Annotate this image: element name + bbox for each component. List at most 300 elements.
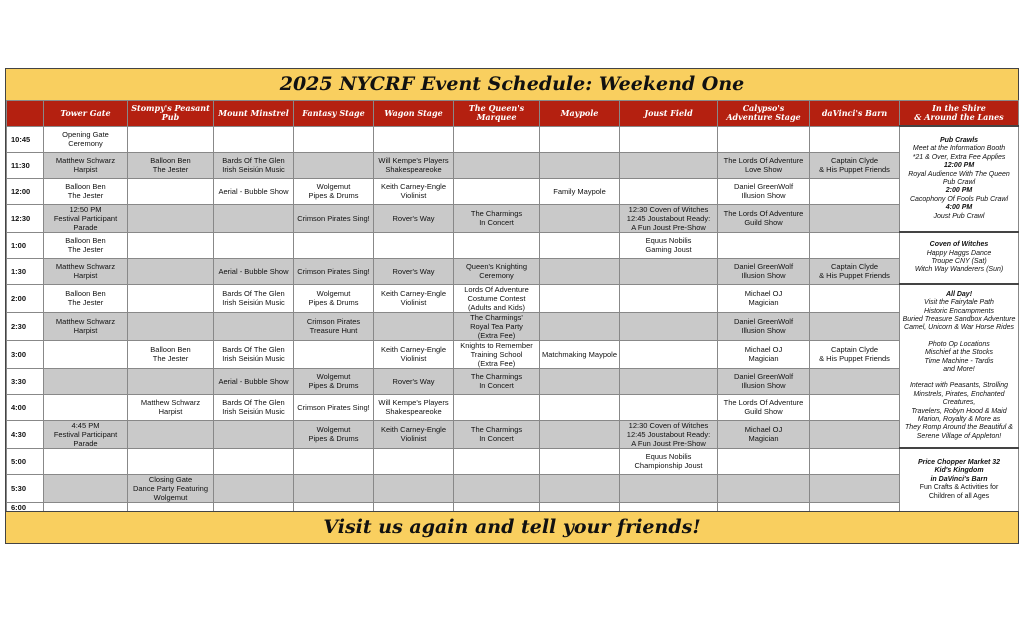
shire-text: Children of all Ages bbox=[928, 492, 990, 500]
event-text: The Jester bbox=[67, 191, 104, 200]
event-text: Championship Joust bbox=[634, 461, 703, 470]
event-cell bbox=[294, 204, 374, 232]
event-text: 4:45 PM bbox=[71, 420, 100, 430]
event-text: Festival Participant bbox=[53, 429, 118, 439]
event-text: Shakespeareoke bbox=[385, 407, 442, 416]
event-cell bbox=[718, 126, 810, 152]
event-text: Harpist bbox=[73, 271, 98, 280]
event-cell bbox=[718, 312, 810, 340]
event-text: Crimson Pirates Sing! bbox=[297, 402, 370, 412]
shire-text: Serene Village of Appleton! bbox=[916, 432, 1002, 440]
event-text: Dance Party Featuring bbox=[132, 483, 209, 493]
time-slot: 10:45 bbox=[7, 126, 44, 152]
event-text: Ceremony bbox=[479, 271, 514, 280]
shire-text: Cacophony Of Fools Pub Crawl bbox=[909, 195, 1009, 203]
event-cell bbox=[620, 420, 718, 448]
event-text: The Charmings bbox=[470, 372, 523, 381]
event-text: Aerial - Bubble Show bbox=[218, 266, 289, 276]
event-cell bbox=[44, 126, 128, 152]
shire-text: Mischief at the Stocks bbox=[924, 349, 994, 357]
event-text: 12:45 Joustabout Ready: bbox=[626, 429, 711, 439]
event-text: Rover's Way bbox=[392, 376, 435, 386]
event-cell bbox=[214, 204, 294, 232]
event-cell bbox=[540, 152, 620, 178]
event-text: (Adults and Kids) bbox=[467, 302, 526, 312]
event-cell bbox=[44, 340, 128, 368]
event-text: Festival Participant bbox=[53, 213, 118, 223]
event-text: Parade bbox=[73, 222, 98, 232]
event-text: Illusion Show bbox=[741, 271, 786, 280]
venue-name-line: Calypso's bbox=[742, 103, 785, 114]
event-cell bbox=[620, 178, 718, 204]
event-text: Crimson Pirates Sing! bbox=[297, 213, 370, 223]
event-text: Wolgemut bbox=[316, 289, 351, 298]
shire-text: Kid's Kingdom bbox=[934, 467, 984, 475]
event-text: Guild Show bbox=[744, 218, 783, 227]
event-text: & His Puppet Friends bbox=[819, 354, 890, 363]
shire-info-block bbox=[900, 448, 1019, 512]
event-cell bbox=[620, 258, 718, 284]
event-cell bbox=[718, 258, 810, 284]
schedule-row bbox=[7, 258, 1019, 284]
time-slot: 5:30 bbox=[7, 474, 44, 502]
event-cell bbox=[294, 340, 374, 368]
event-cell bbox=[374, 152, 454, 178]
event-text: 12:30 Coven of Witches bbox=[628, 420, 709, 430]
event-text: Violinist bbox=[400, 298, 427, 307]
event-schedule bbox=[5, 68, 1019, 544]
event-cell bbox=[620, 126, 718, 152]
event-cell bbox=[374, 368, 454, 394]
event-cell bbox=[810, 284, 900, 312]
event-cell bbox=[294, 152, 374, 178]
event-cell bbox=[214, 368, 294, 394]
event-cell bbox=[44, 232, 128, 258]
event-text: Irish Seisiún Music bbox=[222, 165, 285, 174]
time-slot: 6:00 bbox=[7, 502, 44, 512]
event-text: (Extra Fee) bbox=[477, 358, 516, 368]
event-text: Irish Seisiún Music bbox=[222, 298, 285, 307]
time-slot: 12:00 bbox=[7, 178, 44, 204]
event-text: 12:45 Joustabout Ready: bbox=[626, 213, 711, 223]
event-cell bbox=[540, 258, 620, 284]
venue-name-line: In the Shire bbox=[932, 103, 986, 113]
event-cell bbox=[718, 448, 810, 474]
venue-header bbox=[128, 101, 214, 127]
event-text: The Jester bbox=[67, 298, 104, 307]
time-slot: 1:30 bbox=[7, 258, 44, 284]
time-slot: 12:30 bbox=[7, 204, 44, 232]
venue-name-line: Fantasy Stage bbox=[302, 107, 365, 118]
event-text: The Jester bbox=[152, 354, 189, 363]
event-text: The Lords Of Adventure bbox=[723, 209, 804, 218]
event-text: Gaming Joust bbox=[645, 245, 692, 254]
event-cell bbox=[454, 448, 540, 474]
event-text: Royal Tea Party bbox=[470, 321, 523, 331]
shire-text: Coven of Witches bbox=[929, 241, 989, 249]
time-slot: 5:00 bbox=[7, 448, 44, 474]
event-text: Irish Seisiún Music bbox=[222, 407, 285, 416]
event-text: Balloon Ben bbox=[150, 345, 191, 354]
event-cell bbox=[454, 340, 540, 368]
event-text: Wolgemut bbox=[316, 182, 351, 191]
event-text: Harpist bbox=[73, 326, 98, 335]
event-cell bbox=[540, 474, 620, 502]
event-cell bbox=[294, 284, 374, 312]
schedule-row bbox=[7, 152, 1019, 178]
time-slot: 11:30 bbox=[7, 152, 44, 178]
schedule-row bbox=[7, 474, 1019, 502]
event-text: Opening Gate bbox=[62, 130, 109, 139]
event-text: Pipes & Drums bbox=[308, 381, 359, 390]
event-cell bbox=[374, 448, 454, 474]
event-text: Balloon Ben bbox=[65, 289, 106, 298]
event-text: Illusion Show bbox=[741, 191, 786, 200]
venue-header bbox=[900, 101, 1019, 127]
event-cell bbox=[454, 258, 540, 284]
event-text: Magician bbox=[748, 434, 779, 443]
event-text: Wolgemut bbox=[316, 372, 351, 381]
venue-name-line: Maypole bbox=[560, 107, 599, 118]
event-cell bbox=[810, 448, 900, 474]
shire-text: Camel, Unicorn & War Horse Rides bbox=[904, 324, 1014, 332]
event-text: The Charmings bbox=[470, 425, 523, 434]
event-cell bbox=[718, 152, 810, 178]
venue-name-line: Tower Gate bbox=[60, 107, 111, 118]
event-text: Keith Carney-Engle bbox=[380, 425, 447, 434]
venue-name-line: & Around the Lanes bbox=[914, 112, 1004, 122]
event-cell bbox=[810, 178, 900, 204]
time-slot: 2:00 bbox=[7, 284, 44, 312]
schedule-row bbox=[7, 178, 1019, 204]
shire-text: 12:00 PM bbox=[943, 162, 975, 170]
time-slot: 2:30 bbox=[7, 312, 44, 340]
event-cell bbox=[128, 312, 214, 340]
venue-header bbox=[454, 101, 540, 127]
event-cell bbox=[44, 284, 128, 312]
event-text: Balloon Ben bbox=[65, 236, 106, 245]
venue-header bbox=[810, 101, 900, 127]
event-text: 12:30 Coven of Witches bbox=[628, 204, 709, 214]
event-text: Aerial - Bubble Show bbox=[218, 186, 289, 196]
event-text: Bards Of The Glen bbox=[222, 156, 285, 165]
event-cell bbox=[718, 420, 810, 448]
shire-text: Visit the Fairytale Path bbox=[924, 299, 994, 307]
event-cell bbox=[540, 394, 620, 420]
shire-info-block bbox=[900, 284, 1019, 448]
event-cell bbox=[810, 152, 900, 178]
event-text: Daniel GreenWolf bbox=[733, 262, 794, 271]
venue-name-line: Mount Minstrel bbox=[218, 107, 289, 118]
event-text: Harpist bbox=[73, 165, 98, 174]
shire-text: Interact with Peasants, Strolling bbox=[909, 382, 1009, 390]
event-cell bbox=[128, 204, 214, 232]
event-cell bbox=[44, 178, 128, 204]
event-text: Violinist bbox=[400, 434, 427, 443]
schedule-row bbox=[7, 204, 1019, 232]
venue-name-line: Stompy's Peasant Pub bbox=[131, 103, 210, 123]
event-cell bbox=[810, 340, 900, 368]
event-cell bbox=[214, 394, 294, 420]
schedule-row bbox=[7, 312, 1019, 340]
event-cell bbox=[620, 152, 718, 178]
header-corner bbox=[7, 101, 44, 127]
event-text: Captain Clyde bbox=[830, 262, 879, 271]
event-text: Bards Of The Glen bbox=[222, 345, 285, 354]
event-text: Crimson Pirates Sing! bbox=[297, 266, 370, 276]
event-text: Will Kempe's Players bbox=[378, 398, 449, 407]
event-text: Lords Of Adventure bbox=[464, 284, 529, 294]
time-slot: 3:00 bbox=[7, 340, 44, 368]
event-cell bbox=[454, 204, 540, 232]
event-text: The Charmings' bbox=[470, 312, 523, 322]
event-text: Wolgemut bbox=[316, 425, 351, 434]
event-text: Violinist bbox=[400, 191, 427, 200]
venue-name-line: daVinci's Barn bbox=[821, 107, 888, 118]
event-text: Keith Carney-Engle bbox=[380, 345, 447, 354]
shire-text: Royal Audience With The Queen bbox=[908, 170, 1010, 178]
shire-text: Witch Way Wanderers (Sun) bbox=[914, 266, 1004, 274]
schedule-row bbox=[7, 448, 1019, 474]
shire-text: Marion, Royalty & More as bbox=[917, 416, 1001, 424]
event-text: Bards Of The Glen bbox=[222, 289, 285, 298]
event-text: Keith Carney-Engle bbox=[380, 289, 447, 298]
event-cell bbox=[374, 284, 454, 312]
event-cell bbox=[294, 126, 374, 152]
shire-text: in DaVinci's Barn bbox=[930, 475, 988, 483]
schedule-row bbox=[7, 340, 1019, 368]
event-text: In Concert bbox=[479, 381, 514, 390]
event-text: Matchmaking Maypole bbox=[541, 349, 618, 359]
event-cell bbox=[294, 312, 374, 340]
time-slot: 3:30 bbox=[7, 368, 44, 394]
event-cell bbox=[294, 178, 374, 204]
shire-text: *21 & Over, Extra Fee Applies bbox=[912, 153, 1006, 161]
event-cell bbox=[294, 474, 374, 502]
event-cell bbox=[44, 368, 128, 394]
event-cell bbox=[374, 394, 454, 420]
event-text: Shakespeareoke bbox=[385, 165, 442, 174]
event-text: Aerial - Bubble Show bbox=[218, 376, 289, 386]
event-cell bbox=[540, 368, 620, 394]
event-cell bbox=[44, 204, 128, 232]
shire-text: Photo Op Locations bbox=[928, 340, 990, 348]
event-text: 12:50 PM bbox=[69, 204, 102, 214]
event-cell bbox=[214, 340, 294, 368]
event-text: Rover's Way bbox=[392, 266, 435, 276]
event-text: Will Kempe's Players bbox=[378, 156, 449, 165]
event-cell bbox=[810, 394, 900, 420]
shire-text: Fun Crafts & Activities for bbox=[919, 484, 999, 492]
shire-text: Troupe CNY (Sat) bbox=[931, 258, 987, 265]
event-cell bbox=[128, 126, 214, 152]
event-text: Michael OJ bbox=[744, 345, 783, 354]
event-cell bbox=[620, 312, 718, 340]
event-text: Family Maypole bbox=[553, 186, 606, 196]
event-cell bbox=[718, 474, 810, 502]
event-text: & His Puppet Friends bbox=[819, 165, 890, 174]
event-cell bbox=[44, 420, 128, 448]
event-cell bbox=[128, 420, 214, 448]
shire-spacer bbox=[902, 374, 1016, 382]
event-cell bbox=[454, 152, 540, 178]
event-cell bbox=[294, 448, 374, 474]
event-cell bbox=[454, 474, 540, 502]
event-text: The Charmings bbox=[470, 209, 523, 218]
venue-header bbox=[540, 101, 620, 127]
event-text: Equus Nobilis bbox=[645, 452, 692, 461]
shire-text: Price Chopper Market 32 bbox=[917, 458, 1001, 466]
event-cell bbox=[294, 420, 374, 448]
schedule-title: 2025 NYCRF Event Schedule: Weekend One bbox=[6, 69, 1018, 101]
event-cell bbox=[214, 258, 294, 284]
event-cell bbox=[620, 340, 718, 368]
schedule-table bbox=[6, 100, 1019, 513]
shire-text: Minstrels, Pirates, Enchanted bbox=[913, 390, 1005, 398]
time-slot: 4:00 bbox=[7, 394, 44, 420]
schedule-footer: Visit us again and tell your friends! bbox=[6, 511, 1018, 543]
event-text: Keith Carney-Engle bbox=[380, 182, 447, 191]
event-cell bbox=[128, 284, 214, 312]
event-cell bbox=[810, 204, 900, 232]
shire-text: 4:00 PM bbox=[945, 204, 973, 212]
event-text: The Jester bbox=[67, 245, 104, 254]
event-cell bbox=[214, 420, 294, 448]
event-cell bbox=[454, 284, 540, 312]
event-text: A Fun Joust Pre-Show bbox=[631, 222, 706, 232]
shire-text: Pub Crawl bbox=[942, 179, 976, 186]
event-cell bbox=[718, 368, 810, 394]
event-text: Daniel GreenWolf bbox=[733, 182, 794, 191]
shire-text: Happy Haggs Dance bbox=[926, 249, 992, 257]
event-cell bbox=[718, 178, 810, 204]
schedule-row bbox=[7, 232, 1019, 258]
event-cell bbox=[540, 448, 620, 474]
event-cell bbox=[374, 312, 454, 340]
event-cell bbox=[810, 126, 900, 152]
event-cell bbox=[810, 258, 900, 284]
event-cell bbox=[718, 232, 810, 258]
event-cell bbox=[374, 178, 454, 204]
shire-text: 2:00 PM bbox=[945, 187, 973, 195]
shire-text: Travelers, Robyn Hood & Maid bbox=[911, 407, 1007, 415]
event-text: Matthew Schwarz bbox=[55, 317, 116, 326]
event-text: A Fun Joust Pre-Show bbox=[631, 438, 706, 448]
event-cell bbox=[540, 340, 620, 368]
event-cell bbox=[810, 312, 900, 340]
event-cell bbox=[540, 312, 620, 340]
event-cell bbox=[294, 394, 374, 420]
event-cell bbox=[374, 258, 454, 284]
event-cell bbox=[718, 394, 810, 420]
shire-spacer bbox=[902, 333, 1016, 341]
event-cell bbox=[454, 126, 540, 152]
event-text: Michael OJ bbox=[744, 289, 783, 298]
event-text: Daniel GreenWolf bbox=[733, 317, 794, 326]
event-cell bbox=[540, 420, 620, 448]
event-text: Treasure Hunt bbox=[309, 326, 358, 335]
event-text: Ceremony bbox=[68, 139, 103, 148]
event-text: Costume Contest bbox=[467, 293, 526, 303]
venue-header bbox=[44, 101, 128, 127]
event-cell bbox=[810, 474, 900, 502]
event-cell bbox=[540, 126, 620, 152]
event-text: Crimson Pirates bbox=[306, 317, 361, 326]
event-cell bbox=[454, 232, 540, 258]
event-text: Balloon Ben bbox=[150, 156, 191, 165]
event-cell bbox=[620, 204, 718, 232]
event-cell bbox=[128, 368, 214, 394]
event-text: Bards Of The Glen bbox=[222, 398, 285, 407]
shire-text: Time Machine - Tardis bbox=[924, 357, 994, 365]
shire-info-block bbox=[900, 232, 1019, 284]
event-cell bbox=[540, 232, 620, 258]
event-text: Irish Seisiún Music bbox=[222, 354, 285, 363]
event-cell bbox=[44, 312, 128, 340]
event-text: Daniel GreenWolf bbox=[733, 372, 794, 381]
event-cell bbox=[44, 448, 128, 474]
event-cell bbox=[294, 232, 374, 258]
event-cell bbox=[128, 474, 214, 502]
event-cell bbox=[718, 340, 810, 368]
event-text: Equus Nobilis bbox=[645, 236, 692, 245]
event-cell bbox=[620, 368, 718, 394]
event-cell bbox=[214, 474, 294, 502]
venue-name-line: The Queen's Marquee bbox=[468, 103, 525, 123]
event-text: In Concert bbox=[479, 218, 514, 227]
venue-name-line: Wagon Stage bbox=[384, 107, 443, 118]
time-slot: 4:30 bbox=[7, 420, 44, 448]
event-cell bbox=[128, 258, 214, 284]
event-text: Pipes & Drums bbox=[308, 191, 359, 200]
shire-text: Creatures, bbox=[942, 399, 976, 407]
event-text: Closing Gate bbox=[148, 474, 193, 484]
event-cell bbox=[718, 284, 810, 312]
venue-header bbox=[214, 101, 294, 127]
venue-name-line: Joust Field bbox=[644, 107, 693, 118]
event-cell bbox=[540, 204, 620, 232]
event-text: & His Puppet Friends bbox=[819, 271, 890, 280]
event-cell bbox=[214, 448, 294, 474]
event-cell bbox=[810, 420, 900, 448]
event-cell bbox=[128, 232, 214, 258]
event-text: Guild Show bbox=[744, 407, 783, 416]
event-cell bbox=[44, 394, 128, 420]
event-cell bbox=[810, 232, 900, 258]
event-text: Michael OJ bbox=[744, 425, 783, 434]
shire-info-block bbox=[900, 126, 1019, 232]
event-cell bbox=[128, 340, 214, 368]
shire-text: All Day! bbox=[945, 290, 973, 298]
shire-text: Meet at the Information Booth bbox=[912, 145, 1006, 153]
event-cell bbox=[454, 312, 540, 340]
event-cell bbox=[128, 178, 214, 204]
event-text: Magician bbox=[748, 298, 779, 307]
shire-text: They Romp Around the Beautiful & bbox=[905, 424, 1013, 432]
event-text: Wolgemut bbox=[153, 492, 188, 502]
event-cell bbox=[374, 474, 454, 502]
event-cell bbox=[454, 178, 540, 204]
event-cell bbox=[44, 152, 128, 178]
venue-header bbox=[374, 101, 454, 127]
event-text: Captain Clyde bbox=[830, 345, 879, 354]
event-cell bbox=[128, 394, 214, 420]
event-text: Captain Clyde bbox=[830, 156, 879, 165]
event-text: Queen's Knighting bbox=[465, 262, 528, 271]
shire-text: Pub Crawls bbox=[939, 136, 979, 144]
event-cell bbox=[620, 284, 718, 312]
shire-text: Buried Treasure Sandbox Adventure bbox=[902, 315, 1016, 323]
